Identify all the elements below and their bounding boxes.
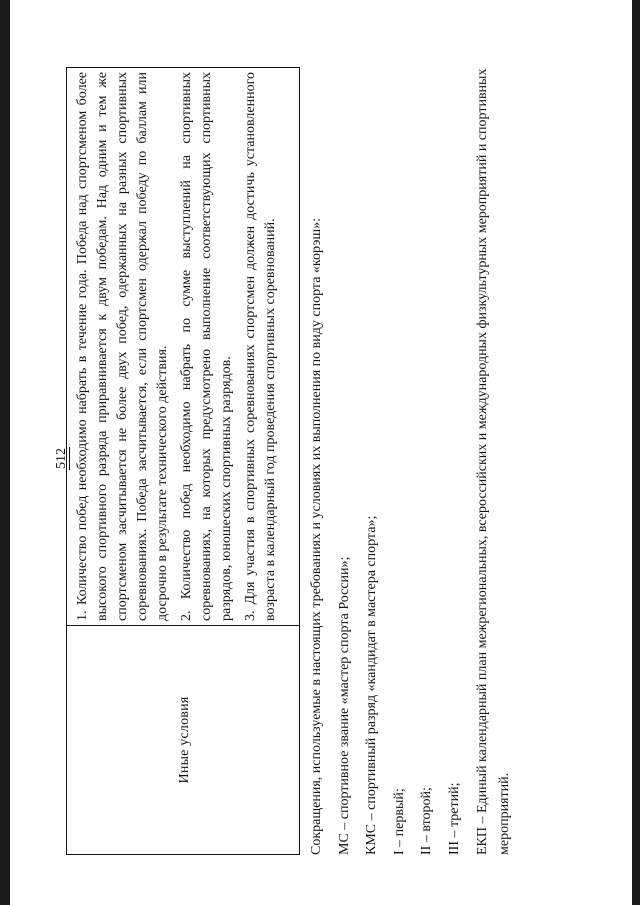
condition-2: 2. Количество побед необходимо набрать по сумме выступлений на спортивных соревнованиях, на которых предусмотрено выполнение соответствующих спортивных разрядов, юношеских спортивных разрядов. (179, 72, 234, 621)
conditions-table (66, 67, 300, 855)
other-conditions-label: Иные условия (177, 696, 192, 784)
abbreviations-intro: Сокращения, используемые в настоящих требованиях и условиях их выполнения по виду спорта «корэш»: (309, 217, 324, 855)
abbreviation-ekp: ЕКП – Единый календарный план межрегиональных, всероссийских и международных физкультурных мероприятий и спортивных мероприятий. (475, 68, 512, 855)
abbreviation-second: II – второй; (419, 787, 434, 855)
table-left-cell (67, 625, 299, 854)
page-number-text: 512 (54, 448, 69, 469)
abbreviation-kms: КМС – спортивный разряд «кандидат в мастера спорта»; (364, 515, 379, 855)
condition-1: 1. Количество побед необходимо набрать в течение года. Победа над спортсменом более высокого спортивного разряда приравнивается к двум победам. Над одним и тем же спортсменом засчитывается не более двух побед, одержанных на разных спортивных соревнованиях. Победа засчитывается, если спортсмен одержал победу по баллам или досрочно в результате технического действия. (75, 72, 170, 621)
condition-3: 3. Для участия в спортивных соревнованиях спортсмен должен достичь установленного возраста в календарный год проведения спортивных соревнований. (243, 72, 278, 621)
abbreviation-first: I – первый; (391, 788, 407, 855)
abbreviation-third: III – третий; (446, 782, 462, 855)
table-right-cell (67, 68, 299, 625)
abbreviations-section (303, 25, 516, 855)
abbreviation-ms: МС – спортивное звание «мастер спорта России»; (336, 556, 352, 855)
